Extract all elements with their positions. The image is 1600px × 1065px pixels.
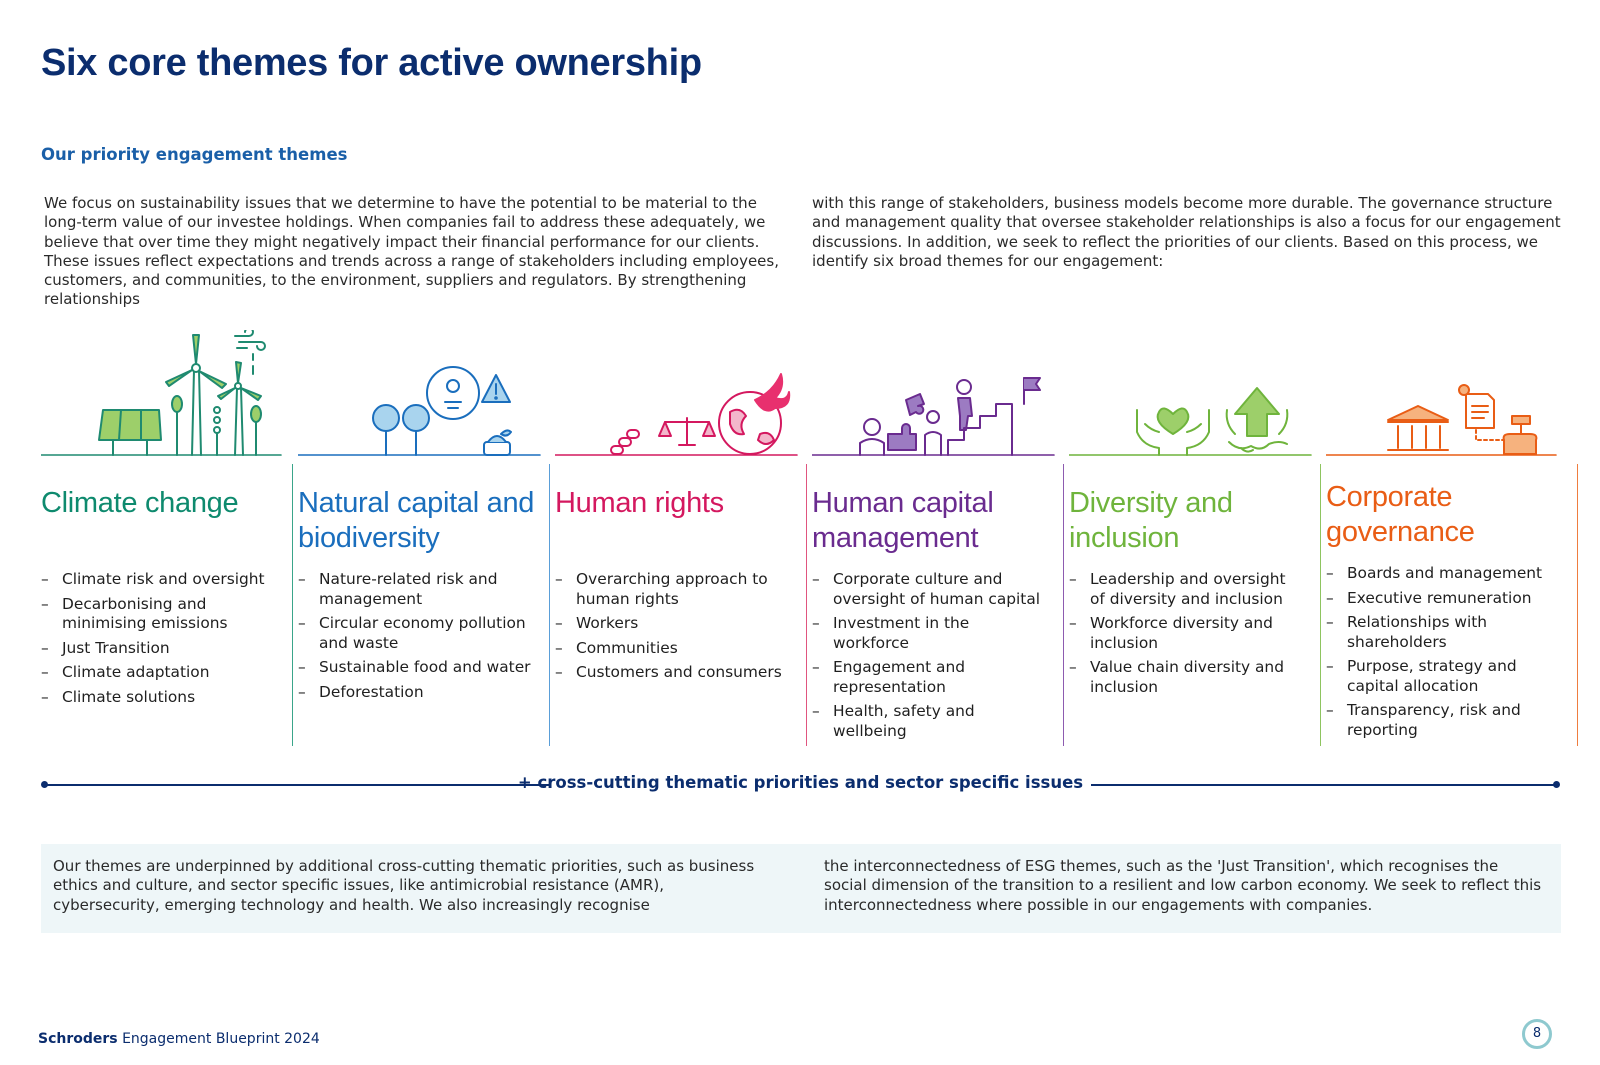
people-steps-flag-icon (812, 330, 1064, 466)
list-item: – Engagement and representation (812, 658, 966, 696)
heart-hands-arrow-handshake-icon (1069, 330, 1321, 466)
theme-human-capital (812, 330, 1064, 750)
theme-title: Diversity and inclusion (1069, 487, 1233, 554)
item-text: Boards and management (1347, 564, 1543, 582)
theme-human-rights (555, 330, 807, 750)
list-item: – Customers and consumers (555, 663, 782, 681)
list-item: – Executive remuneration (1326, 588, 1532, 607)
item-text: Leadership and oversight of diversity and inclusion (1090, 570, 1286, 608)
theme-title: Human rights (555, 487, 724, 519)
list-item: – Corporate culture and oversight of human capital (812, 570, 1041, 608)
item-text: Sustainable food and water (319, 658, 531, 676)
intro-paragraph-left: We focus on sustainability issues that we determine to have the potential to be material to the long-term value of our investee holdings. When companies fail to address these adequately, we believe that over time they might negatively impact their financial performance for our clients. These issues reflect expectations and trends across a range of stakeholders including employees, customers, and communities, to the environment, suppliers and regulators. By strengthening relationships (44, 194, 779, 309)
theme-title: Natural capital and biodiversity (298, 487, 535, 554)
list-item: – Leadership and oversight of diversity and inclusion (1069, 570, 1286, 608)
item-text: Nature-related risk and management (319, 570, 498, 608)
item-text: Communities (576, 638, 678, 657)
cross-cutting-label: + cross-cutting thematic priorities and sector specific issues (517, 773, 1084, 792)
theme-corporate-governance (1326, 330, 1578, 750)
trees-cycle-warning-icon (298, 330, 550, 466)
theme-climate-change (41, 330, 293, 750)
item-text: Purpose, strategy and capital allocation (1347, 657, 1517, 695)
section-heading: Our priority engagement themes (41, 145, 348, 164)
list-item: – Value chain diversity and inclusion (1069, 658, 1284, 696)
document-name: Engagement Blueprint 2024 (122, 1031, 320, 1047)
page-title: Six core themes for active ownership (41, 42, 702, 84)
theme-title: Human capital management (812, 487, 994, 554)
item-text: Corporate culture and oversight of human capital (833, 570, 1041, 608)
list-item: – Deforestation (298, 682, 424, 701)
theme-natural-capital (298, 330, 550, 750)
brand-name: Schroders (38, 1031, 118, 1047)
item-text: Just Transition (62, 638, 170, 657)
list-item: – Circular economy pollution and waste (298, 614, 526, 652)
list-item: – Workforce diversity and inclusion (1069, 614, 1273, 652)
list-item: – Relationships with shareholders (1326, 613, 1488, 651)
theme-diversity-inclusion (1069, 330, 1321, 750)
cross-cutting-banner (41, 770, 1560, 800)
item-text: Climate solutions (62, 687, 196, 706)
item-text: Circular economy pollution and waste (319, 614, 526, 652)
list-item: – Sustainable food and water (298, 658, 531, 676)
note-paragraph-left: Our themes are underpinned by additional cross-cutting thematic priorities, such as business ethics and culture, and sector specific issues, like antimicrobial resistance (AMR), cybersecurity, emerging technology and health. We also increasingly recognise (53, 857, 755, 914)
column-divider (549, 464, 550, 746)
bank-document-gavel-icon (1326, 330, 1578, 466)
footer (38, 1031, 320, 1047)
item-text: Transparency, risk and reporting (1347, 701, 1521, 739)
line-endpoint-dot (1553, 781, 1560, 788)
column-divider (292, 464, 293, 746)
item-text: Engagement and representation (833, 658, 966, 696)
theme-item-list (812, 570, 1047, 746)
list-item: – Climate risk and oversight (41, 570, 265, 588)
list-item: – Climate adaptation (41, 663, 210, 681)
list-item: – Workers (555, 614, 639, 632)
item-text: Investment in the workforce (833, 614, 970, 652)
item-text: Decarbonising and minimising emissions (62, 594, 228, 632)
list-item: – Investment in the workforce (812, 614, 970, 652)
theme-item-list (1326, 564, 1561, 745)
item-text: Value chain diversity and inclusion (1090, 658, 1284, 696)
theme-item-list (1069, 570, 1304, 702)
list-item: – Decarbonising and minimising emissions (41, 594, 228, 632)
column-divider (806, 464, 807, 746)
item-text: Climate risk and oversight (62, 570, 265, 588)
theme-item-list (555, 570, 790, 688)
column-divider (1320, 464, 1321, 746)
list-item: – Just Transition (41, 638, 170, 657)
intro-paragraph-right: with this range of stakeholders, business models become more durable. The governance structure and management quality that oversee stakeholder relationships is also a focus for our engagement discussions. In addition, we seek to reflect the priorities of our clients. Based on this process, we identify six broad themes for our engagement: (812, 194, 1561, 270)
cross-cutting-note-box (41, 844, 1561, 933)
list-item: – Health, safety and wellbeing (812, 702, 975, 740)
list-item: – Transparency, risk and reporting (1326, 701, 1521, 739)
column-divider (1577, 464, 1578, 746)
item-text: Health, safety and wellbeing (833, 702, 975, 740)
item-text: Deforestation (319, 682, 424, 701)
item-text: Relationships with shareholders (1347, 613, 1488, 651)
list-item: – Nature-related risk and management (298, 570, 498, 608)
divider-line (1091, 784, 1558, 786)
list-item: – Boards and management (1326, 564, 1543, 582)
item-text: Executive remuneration (1347, 588, 1532, 607)
list-item: – Overarching approach to human rights (555, 570, 768, 608)
scales-globe-dove-icon (555, 330, 807, 466)
page-number: 8 (1522, 1019, 1552, 1049)
theme-item-list (41, 570, 276, 712)
list-item: – Communities (555, 638, 678, 657)
item-text: Customers and consumers (576, 663, 782, 681)
note-paragraph-right: the interconnectedness of ESG themes, such as the 'Just Transition', which recognises the social dimension of the transition to a resilient and low carbon economy. We seek to reflect this interconnectedness where possible in our engagements with companies. (824, 857, 1542, 914)
item-text: Workers (576, 614, 639, 632)
item-text: Workforce diversity and inclusion (1090, 614, 1273, 652)
theme-item-list (298, 570, 533, 707)
item-text: Overarching approach to human rights (576, 570, 768, 608)
theme-title: Climate change (41, 487, 239, 519)
wind-turbines-solar-icon (41, 330, 293, 466)
list-item: – Climate solutions (41, 687, 196, 706)
list-item: – Purpose, strategy and capital allocation (1326, 657, 1517, 695)
theme-title: Corporate governance (1326, 481, 1475, 548)
column-divider (1063, 464, 1064, 746)
item-text: Climate adaptation (62, 663, 210, 681)
